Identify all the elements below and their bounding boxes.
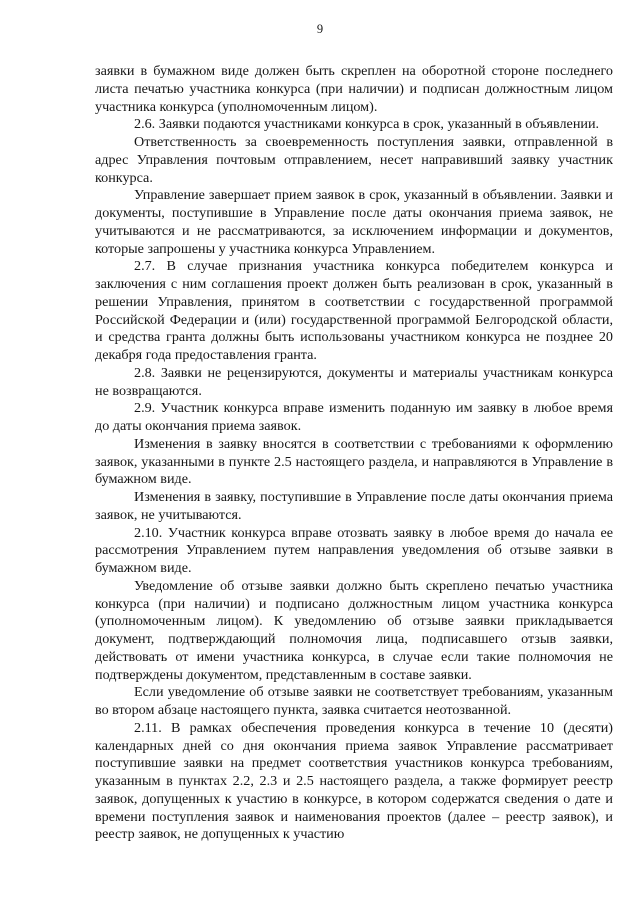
paragraph-p-2-11: 2.11. В рамках обеспечения проведения конкурса в течение 10 (десяти) календарных дней со дня окончания приема заявок Управление рассматривает поступившие заявки на предмет соответствия участников конкурса требованиям, указанным в пунктах 2.2, 2.3 и 2.5 настоящего раздела, а также формирует реестр заявок, допущенных к участию в конкурсе, в котором содержатся сведения о дате и времени поступления заявок и наименования проектов (далее – реестр заявок), и реестр заявок, не допущенных к участию [95,719,613,843]
paragraph-p-2-9: 2.9. Участник конкурса вправе изменить поданную им заявку в любое время до даты окончания приема заявок. [95,400,613,434]
page-number: 9 [316,22,324,36]
paragraph-p-2-10-c: Если уведомление об отзыве заявки не соответствует требованиям, указанным во втором абзаце настоящего пункта, заявка считается неотозванной. [95,684,613,718]
paragraph-p-2-9-b: Изменения в заявку вносятся в соответствии с требованиями к оформлению заявок, указанными в пункте 2.5 настоящего раздела, и направляются в Управление в бумажном виде. [95,435,613,488]
paragraph-p-2-10: 2.10. Участник конкурса вправе отозвать заявку в любое время до начала ее рассмотрения Управлением путем направления уведомления об отзыве заявки в бумажном виде. [95,524,613,576]
paragraph-p-2-7: 2.7. В случае признания участника конкурса победителем конкурса и заключения с ним соглашения проект должен быть реализован в срок, указанный в решении Управления, принятом в соответствии с государственной программой Российской Федерации и (или) государственной программой Белгородской области, и средства гранта должны быть использованы участником конкурса не позднее 20 декабря года предоставления гранта. [95,258,613,363]
document-body [95,63,613,844]
paragraph-p-cont-top: заявки в бумажном виде должен быть скреплен на оборотной стороне последнего листа печатью участника конкурса (при наличии) и подписан должностным лицом участника конкурса (уполномоченным лицом). [95,63,613,115]
paragraph-p-2-6-b: Ответственность за своевременность поступления заявки, отправленной в адрес Управления почтовым отправлением, несет направивший заявку участник конкурса. [95,134,613,186]
paragraph-p-2-10-b: Уведомление об отзыве заявки должно быть скреплено печатью участника конкурса (при наличии) и подписано должностным лицом участника конкурса (уполномоченным лицом). К уведомлению об отзыве заявки прикладывается документ, подтверждающий полномочия лица, подписавшего отзыв заявки, действовать от имени участника конкурса, в случае если такие полномочия не подтверждены документом, представленным в составе заявки. [95,577,613,683]
paragraph-p-2-8: 2.8. Заявки не рецензируются, документы и материалы участникам конкурса не возвращаются. [95,364,613,399]
paragraph-p-2-9-c: Изменения в заявку, поступившие в Управление после даты окончания приема заявок, не учитываются. [95,489,613,523]
paragraph-p-2-6: 2.6. Заявки подаются участниками конкурса в срок, указанный в объявлении. [134,116,600,133]
paragraph-p-2-6-c: Управление завершает прием заявок в срок, указанный в объявлении. Заявки и документы, поступившие в Управление после даты окончания приема заявок, не учитываются и не рассматриваются, за исключением информации и документов, которые запрошены у участника конкурса Управлением. [95,187,613,257]
